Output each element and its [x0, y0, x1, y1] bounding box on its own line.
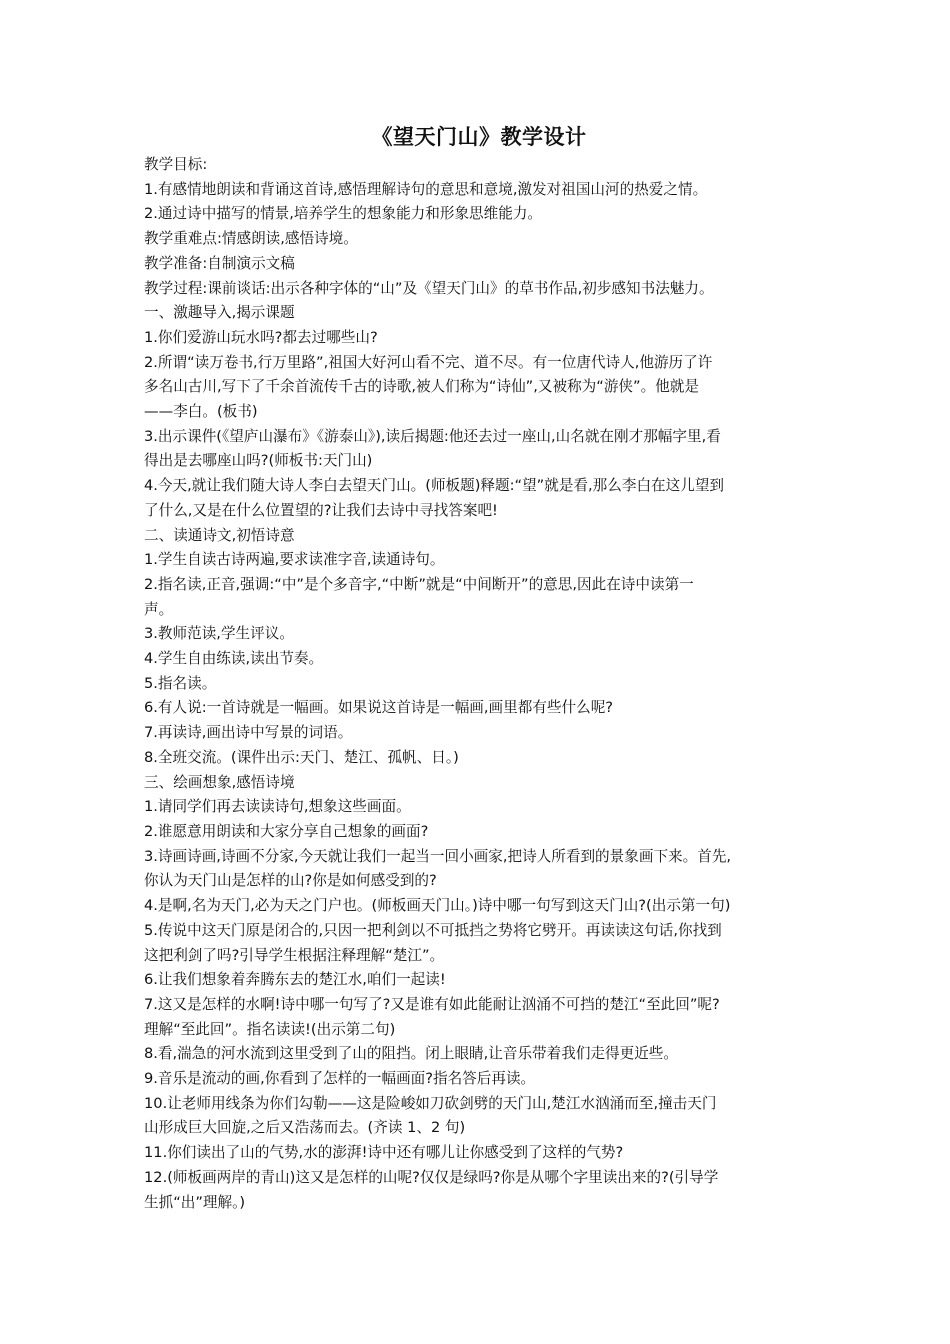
paragraph	[144, 845, 814, 894]
paragraph-line: 9.音乐是流动的画,你看到了怎样的一幅画面?指名答后再读。	[144, 1070, 536, 1088]
paragraph-line: 7.再读诗,画出诗中写景的词语。	[144, 724, 353, 742]
paragraph-line: 3.出示课件(《望庐山瀑布》《游泰山》),读后揭题:他还去过一座山,山名就在刚才那幅字里,看	[144, 427, 721, 445]
paragraph	[144, 573, 814, 622]
paragraph-line: 3.诗画诗画,诗画不分家,今天就让我们一起当一回小画家,把诗人所看到的景象画下来。首先,	[144, 847, 732, 865]
paragraph-line: 5.传说中这天门原是闭合的,只因一把利剑以不可抵挡之势将它劈开。再读读这句话,你找到	[144, 921, 722, 939]
paragraph-line: 得出是去哪座山吗?(师板书:天门山)	[144, 452, 373, 470]
paragraph	[144, 178, 814, 203]
paragraph	[144, 1042, 814, 1067]
paragraph	[144, 1067, 814, 1092]
paragraph-line: 2.通过诗中描写的情景,培养学生的想象能力和形象思维能力。	[144, 205, 543, 223]
paragraph-line: 声。	[144, 600, 174, 618]
paragraph-line: 二、读通诗文,初悟诗意	[144, 526, 295, 544]
paragraph-line: 1.请同学们再去读读诗句,想象这些画面。	[144, 798, 411, 816]
paragraph-line: 生抓“出”理解。)	[144, 1193, 246, 1211]
document-body	[144, 122, 814, 1215]
paragraph	[144, 1092, 814, 1141]
paragraph-line: 这把利剑了吗?引导学生根据注释理解“楚江”。	[144, 946, 445, 964]
paragraph	[144, 301, 814, 326]
paragraph-line: 6.有人说:一首诗就是一幅画。如果说这首诗是一幅画,画里都有些什么呢?	[144, 699, 614, 717]
paragraph-line: 教学准备:自制演示文稿	[144, 254, 295, 272]
paragraph-line: 8.看,湍急的河水流到这里受到了山的阻挡。闭上眼睛,让音乐带着我们走得更近些。	[144, 1045, 678, 1063]
paragraph	[144, 351, 814, 425]
document-title: 《望天门山》教学设计	[371, 125, 587, 149]
paragraph-line: 教学过程:课前谈话:出示各种字体的“山”及《望天门山》的草书作品,初步感知书法魅力。	[144, 279, 714, 297]
paragraph-line: 理解“至此回”。指名读读!(出示第二句)	[144, 1020, 396, 1038]
paragraph	[144, 326, 814, 351]
paragraph	[144, 474, 814, 523]
paragraph-line: 教学目标:	[144, 156, 208, 173]
paragraph	[144, 672, 814, 697]
paragraph	[144, 1166, 814, 1215]
paragraph-line: 12.(师板画两岸的青山)这又是怎样的山呢?仅仅是绿吗?你是从哪个字里读出来的?(引导学	[144, 1168, 719, 1186]
paragraph	[144, 968, 814, 993]
paragraph-line: 1.学生自读古诗两遍,要求读准字音,读通诗句。	[144, 551, 445, 569]
paragraph-line: 你认为天门山是怎样的山?你是如何感受到的?	[144, 872, 437, 890]
paragraph	[144, 202, 814, 227]
paragraph-line: 了什么,又是在什么位置望的?让我们去诗中寻找答案吧!	[144, 501, 498, 519]
paragraph-line: 8.全班交流。(课件出示:天门、楚江、孤帆、日。)	[144, 748, 459, 766]
paragraph-line: 4.是啊,名为天门,必为天之门户也。(师板画天门山。)诗中哪一句写到这天门山?(出示第一句)	[144, 897, 731, 915]
paragraph	[144, 647, 814, 672]
paragraph	[144, 425, 814, 474]
paragraph-line: 1.有感情地朗读和背诵这首诗,感悟理解诗句的意思和意境,激发对祖国山河的热爱之情。	[144, 180, 708, 198]
paragraph-line: 7.这又是怎样的水啊!诗中哪一句写了?又是谁有如此能耐让汹涌不可挡的楚江“至此回”呢?	[144, 995, 720, 1013]
paragraph	[144, 622, 814, 647]
paragraph-line: 一、激趣导入,揭示课题	[144, 304, 295, 322]
paragraph-line: 4.学生自由练读,读出节奏。	[144, 650, 324, 668]
paragraph	[144, 894, 814, 919]
paragraph	[144, 820, 814, 845]
paragraph-line: 三、绘画想象,感悟诗境	[144, 773, 295, 791]
paragraph-line: 6.让我们想象着奔腾东去的楚江水,咱们一起读!	[144, 971, 446, 989]
paragraph-list	[144, 153, 814, 1215]
paragraph	[144, 771, 814, 796]
paragraph	[144, 746, 814, 771]
paragraph-line: 2.所谓“读万卷书,行万里路”,祖国大好河山看不完、道不尽。有一位唐代诗人,他游历了许	[144, 353, 713, 371]
paragraph	[144, 277, 814, 302]
paragraph	[144, 1141, 814, 1166]
paragraph-line: ——李白。(板书)	[144, 403, 258, 421]
paragraph-line: 1.你们爱游山玩水吗?都去过哪些山?	[144, 328, 378, 346]
paragraph-line: 5.指名读。	[144, 674, 217, 692]
paragraph-line: 4.今天,就让我们随大诗人李白去望天门山。(师板题)释题:“望”就是看,那么李白在这儿望到	[144, 477, 725, 495]
paragraph-line: 2.谁愿意用朗读和大家分享自己想象的画面?	[144, 822, 429, 840]
paragraph-line: 教学重难点:情感朗读,感悟诗境。	[144, 230, 358, 248]
paragraph-line: 山形成巨大回旋,之后又浩荡而去。(齐读 1、2 句)	[144, 1119, 466, 1137]
paragraph	[144, 227, 814, 252]
paragraph	[144, 252, 814, 277]
paragraph-line: 10.让老师用线条为你们勾勒——这是险峻如刀砍剑劈的天门山,楚江水汹涌而至,撞击天门	[144, 1094, 717, 1112]
paragraph	[144, 993, 814, 1042]
paragraph-line: 多名山古川,写下了千余首流传千古的诗歌,被人们称为“诗仙”,又被称为“游侠”。他就是	[144, 378, 699, 396]
paragraph	[144, 795, 814, 820]
paragraph-line: 2.指名读,正音,强调:“中”是个多音字,“中断”就是“中间断开”的意思,因此在诗中读第一	[144, 575, 694, 593]
paragraph	[144, 524, 814, 549]
paragraph	[144, 721, 814, 746]
paragraph	[144, 696, 814, 721]
paragraph-line: 3.教师范读,学生评议。	[144, 625, 294, 643]
paragraph	[144, 153, 814, 178]
paragraph-line: 11.你们读出了山的气势,水的澎湃!诗中还有哪儿让你感受到了这样的气势?	[144, 1144, 624, 1162]
paragraph	[144, 548, 814, 573]
paragraph	[144, 919, 814, 968]
